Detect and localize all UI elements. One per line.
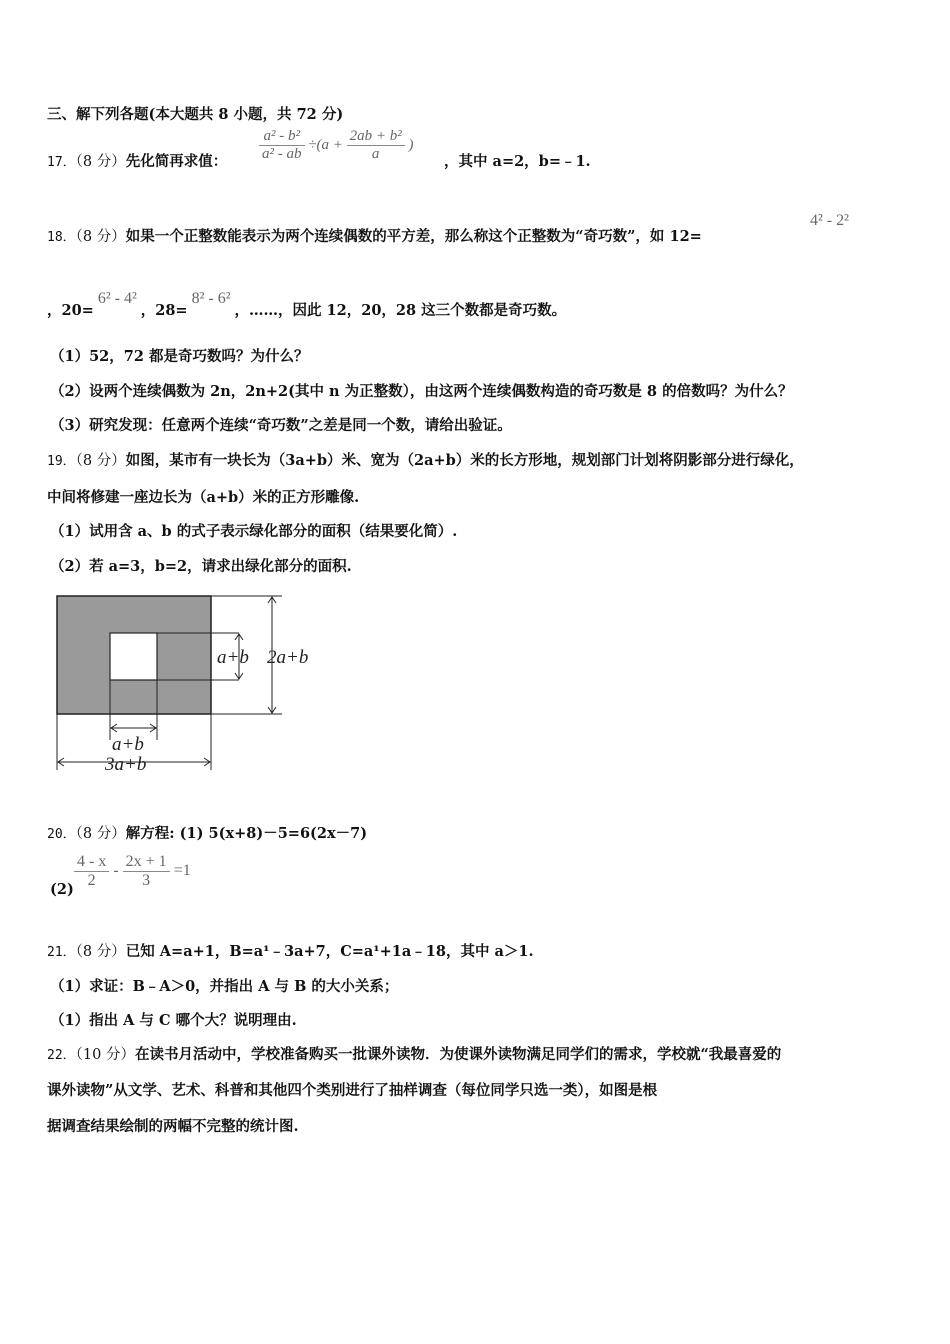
q20-rhs: =1 [173,862,191,880]
q20-text-1: 解方程: (1) 5(x+8)－5=6(2x－7) [125,825,368,842]
q17-frac2-denominator: a [371,146,380,162]
q20-label-2: (2) [50,881,74,898]
q17-fraction-1 [259,128,305,163]
q18-expr-20: 6² - 4² [97,290,137,307]
q17-fraction-2 [347,128,405,163]
q17-frac2-numerator: 2ab + b² [347,128,405,146]
q18-text-2c: ，……，因此 12，20，28 这三个数都是奇巧数。 [234,302,567,319]
q19 [47,449,804,470]
q18-expr-12: 4² - 2² [810,212,849,229]
q18-text-2a: ，20= [47,302,94,319]
q17 [47,150,227,171]
q17-division: ÷(a + [308,136,343,153]
q20-minus: - [113,862,119,880]
section-heading: 三、解下列各题(本大题共 8 小题，共 72 分) [47,106,344,123]
q18-points: （8 分） [75,229,126,245]
q20-frac1-numerator: 4 - x [74,853,109,872]
q18-part-3: （3）研究发现：任意两个连续“奇巧数”之差是同一个数，请给出验证。 [50,417,512,434]
q22-text-3: 据调查结果绘制的两幅不完整的统计图. [47,1118,299,1135]
q19-number: 19． [47,454,76,469]
q19-text-2: 中间将修建一座边长为（a+b）米的正方形雕像. [47,489,360,506]
q19-text-1: 如图，某市有一块长为（3a+b）米、宽为（2a+b）米的长方形地，规划部门计划将阴影部分进行绿化， [125,452,804,469]
q21-part-2: （1）指出 A 与 C 哪个大？说明理由. [50,1012,297,1029]
q22-text-2: 课外读物”从文学、艺术、科普和其他四个类别进行了抽样调查（每位同学只选一类），如图是根 [47,1082,658,1099]
q22-number: 22． [47,1048,76,1063]
figure-statue-square [110,633,157,680]
q20-frac2-denominator: 3 [142,872,151,889]
q18-expr-28: 8² - 6² [191,290,231,307]
q18-text-1: 如果一个正整数能表示为两个连续偶数的平方差，那么称这个正整数为“奇巧数”，如 12= [125,228,702,245]
q17-condition: ，其中 a=2，b=﹣1. [444,153,591,170]
q19-figure [50,590,340,780]
q19-part-2: （2）若 a=3，b=2，请求出绿化部分的面积. [50,558,352,575]
q19-points: （8 分） [75,453,126,469]
q21-part-1: （1）求证：B﹣A＞0，并指出 A 与 B 的大小关系； [50,978,399,995]
q20-frac2-numerator: 2x + 1 [123,853,170,872]
q21-text-1: 已知 A=a+1，B=a¹﹣3a+7，C=a¹+1a﹣18，其中 a＞1. [125,943,534,960]
q21-number: 21． [47,945,76,960]
q20-fraction-2 [123,853,170,890]
q18 [47,225,702,246]
q17-points: （8 分） [75,154,126,170]
q18-text-2b: ，28= [140,302,188,319]
q20-points: （8 分） [75,826,126,842]
q22-points: （10 分） [75,1047,135,1063]
q17-close-paren: ) [408,136,414,153]
q20-number: 20． [47,827,76,842]
q19-part-1: （1）试用含 a、b 的式子表示绿化部分的面积（结果要化简）. [50,523,458,540]
q20-equation-2 [74,853,191,890]
q17-expression [259,128,413,163]
q18-number: 18． [47,230,76,245]
q22-text-1: 在读书月活动中，学校准备购买一批课外读物．为使课外读物满足同学们的需求，学校就“我最喜爱的 [134,1046,782,1063]
q20-frac1-denominator: 2 [87,872,96,889]
q18-part-2: （2）设两个连续偶数为 2n，2n+2(其中 n 为正整数），由这两个连续偶数构造的奇巧数是 8 的倍数吗？为什么？ [50,383,793,400]
q18-part-1: （1）52，72 都是奇巧数吗？为什么？ [50,348,309,365]
q22 [47,1043,781,1064]
q17-frac1-numerator: a² - b² [259,128,305,146]
figure-label-outer-h: 2a+b [267,647,309,668]
figure-label-inner-h: a+b [217,647,249,668]
q17-number: 17． [47,155,76,170]
q20-fraction-1 [74,853,109,890]
q18-line-2 [47,290,567,320]
q21 [47,940,534,961]
q17-frac1-denominator: a² - ab [262,146,302,162]
figure-label-inner-w: a+b [112,734,144,755]
q21-points: （8 分） [75,944,126,960]
figure-label-outer-w: 3a+b [105,754,147,775]
q17-prompt: 先化简再求值： [125,153,228,170]
q20 [47,822,367,843]
